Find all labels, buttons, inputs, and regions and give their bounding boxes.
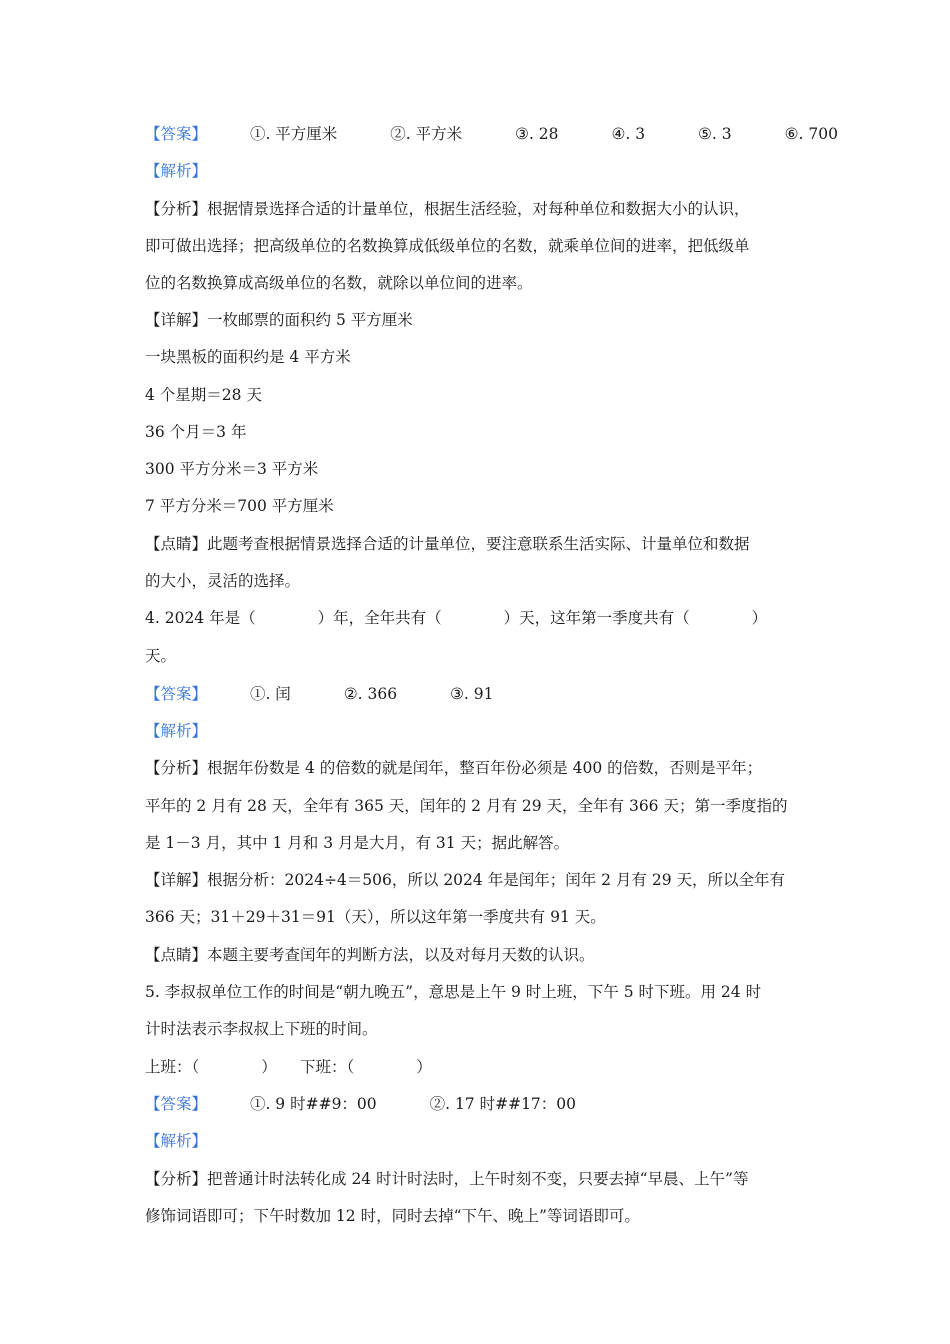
xiangjie-line: 366 天；31＋29＋31＝91（天），所以这年第一季度共有 91 天。 xyxy=(145,908,606,926)
dianjing-tag: 【点睛】 xyxy=(145,535,208,553)
question-4: 4. 2024 年是（ ）年，全年共有（ ）天，这年第一季度共有（ ） xyxy=(145,609,768,627)
answer-item: ②. 17 时##17：00 xyxy=(429,1095,577,1113)
fenxi-text: 根据年份数是 4 的倍数的就是闰年，整百年份必须是 400 的倍数，否则是平年； xyxy=(207,759,763,777)
question-5-cont: 计时法表示李叔叔上下班的时间。 xyxy=(145,1020,378,1038)
dianjing-line: 的大小，灵活的选择。 xyxy=(145,572,301,590)
fenxi-line: 即可做出选择；把高级单位的名数换算成低级单位的名数，就乘单位间的进率，把低级单 xyxy=(145,237,750,255)
xiangjie-line xyxy=(145,869,785,891)
question-5-blanks: 上班：（ ） 下班：（ ） xyxy=(145,1058,432,1076)
answer-item: ②. 366 xyxy=(343,685,398,703)
fenxi-line xyxy=(145,757,762,779)
xiangjie-text: 一枚邮票的面积约 5 平方厘米 xyxy=(207,311,413,329)
answer-line-q3 xyxy=(145,123,838,145)
fenxi-text: 把普通计时法转化成 24 时计时法时，上午时刻不变，只要去掉“早晨、上午”等 xyxy=(207,1170,749,1188)
answer-item: ③. 91 xyxy=(450,685,494,703)
answer-item: ②. 平方米 xyxy=(390,125,463,143)
answer-tag: 【答案】 xyxy=(145,685,208,703)
dianjing-text: 本题主要考查闰年的判断方法，以及对每月天数的认识。 xyxy=(207,946,595,964)
xiangjie-text: 根据分析：2024÷4＝506，所以 2024 年是闰年；闰年 2 月有 29 天，所以全年有 xyxy=(207,871,785,889)
answer-item: ⑥. 700 xyxy=(784,125,838,143)
answer-item: ①. 平方厘米 xyxy=(249,125,338,143)
xiangjie-tag: 【详解】 xyxy=(145,871,208,889)
analysis-tag: 【解析】 xyxy=(145,162,208,180)
analysis-tag: 【解析】 xyxy=(145,1132,208,1150)
analysis-tag: 【解析】 xyxy=(145,722,208,740)
fenxi-tag: 【分析】 xyxy=(145,200,208,218)
xiangjie-line: 4 个星期＝28 天 xyxy=(145,386,262,404)
dianjing-line xyxy=(145,533,750,555)
dianjing-line xyxy=(145,944,595,966)
fenxi-tag: 【分析】 xyxy=(145,759,208,777)
question-4-cont: 天。 xyxy=(145,647,177,665)
question-5: 5. 李叔叔单位工作的时间是“朝九晚五”，意思是上午 9 时上班，下午 5 时下班。用 24 时 xyxy=(145,983,762,1001)
dianjing-text: 此题考查根据情景选择合适的计量单位，要注意联系生活实际、计量单位和数据 xyxy=(207,535,750,553)
xiangjie-line: 36 个月＝3 年 xyxy=(145,423,247,441)
answer-item: ①. 9 时##9：00 xyxy=(249,1095,377,1113)
xiangjie-line: 300 平方分米＝3 平方米 xyxy=(145,460,319,478)
fenxi-line xyxy=(145,198,750,220)
answer-tag: 【答案】 xyxy=(145,125,208,143)
fenxi-tag: 【分析】 xyxy=(145,1170,208,1188)
xiangjie-line: 7 平方分米＝700 平方厘米 xyxy=(145,497,334,515)
fenxi-line: 平年的 2 月有 28 天，全年有 365 天，闰年的 2 月有 29 天，全年有 366 天；第一季度指的 xyxy=(145,797,788,815)
xiangjie-line xyxy=(145,309,413,331)
answer-item: ⑤. 3 xyxy=(698,125,732,143)
answer-item: ④. 3 xyxy=(611,125,646,143)
answer-item: ③. 28 xyxy=(515,125,559,143)
xiangjie-tag: 【详解】 xyxy=(145,311,208,329)
fenxi-line: 修饰词语即可；下午时数加 12 时，同时去掉“下午、晚上”等词语即可。 xyxy=(145,1207,640,1225)
fenxi-text: 根据情景选择合适的计量单位，根据生活经验，对每种单位和数据大小的认识， xyxy=(207,200,750,218)
fenxi-line: 是 1－3 月，其中 1 月和 3 月是大月，有 31 天；据此解答。 xyxy=(145,834,570,852)
fenxi-line: 位的名数换算成高级单位的名数，就除以单位间的进率。 xyxy=(145,274,533,292)
dianjing-tag: 【点睛】 xyxy=(145,946,208,964)
answer-line-q5 xyxy=(145,1093,576,1115)
fenxi-line xyxy=(145,1168,748,1190)
answer-line-q4 xyxy=(145,683,494,705)
answer-item: ①. 闰 xyxy=(249,685,291,703)
xiangjie-line: 一块黑板的面积约是 4 平方米 xyxy=(145,348,351,366)
answer-tag: 【答案】 xyxy=(145,1095,208,1113)
